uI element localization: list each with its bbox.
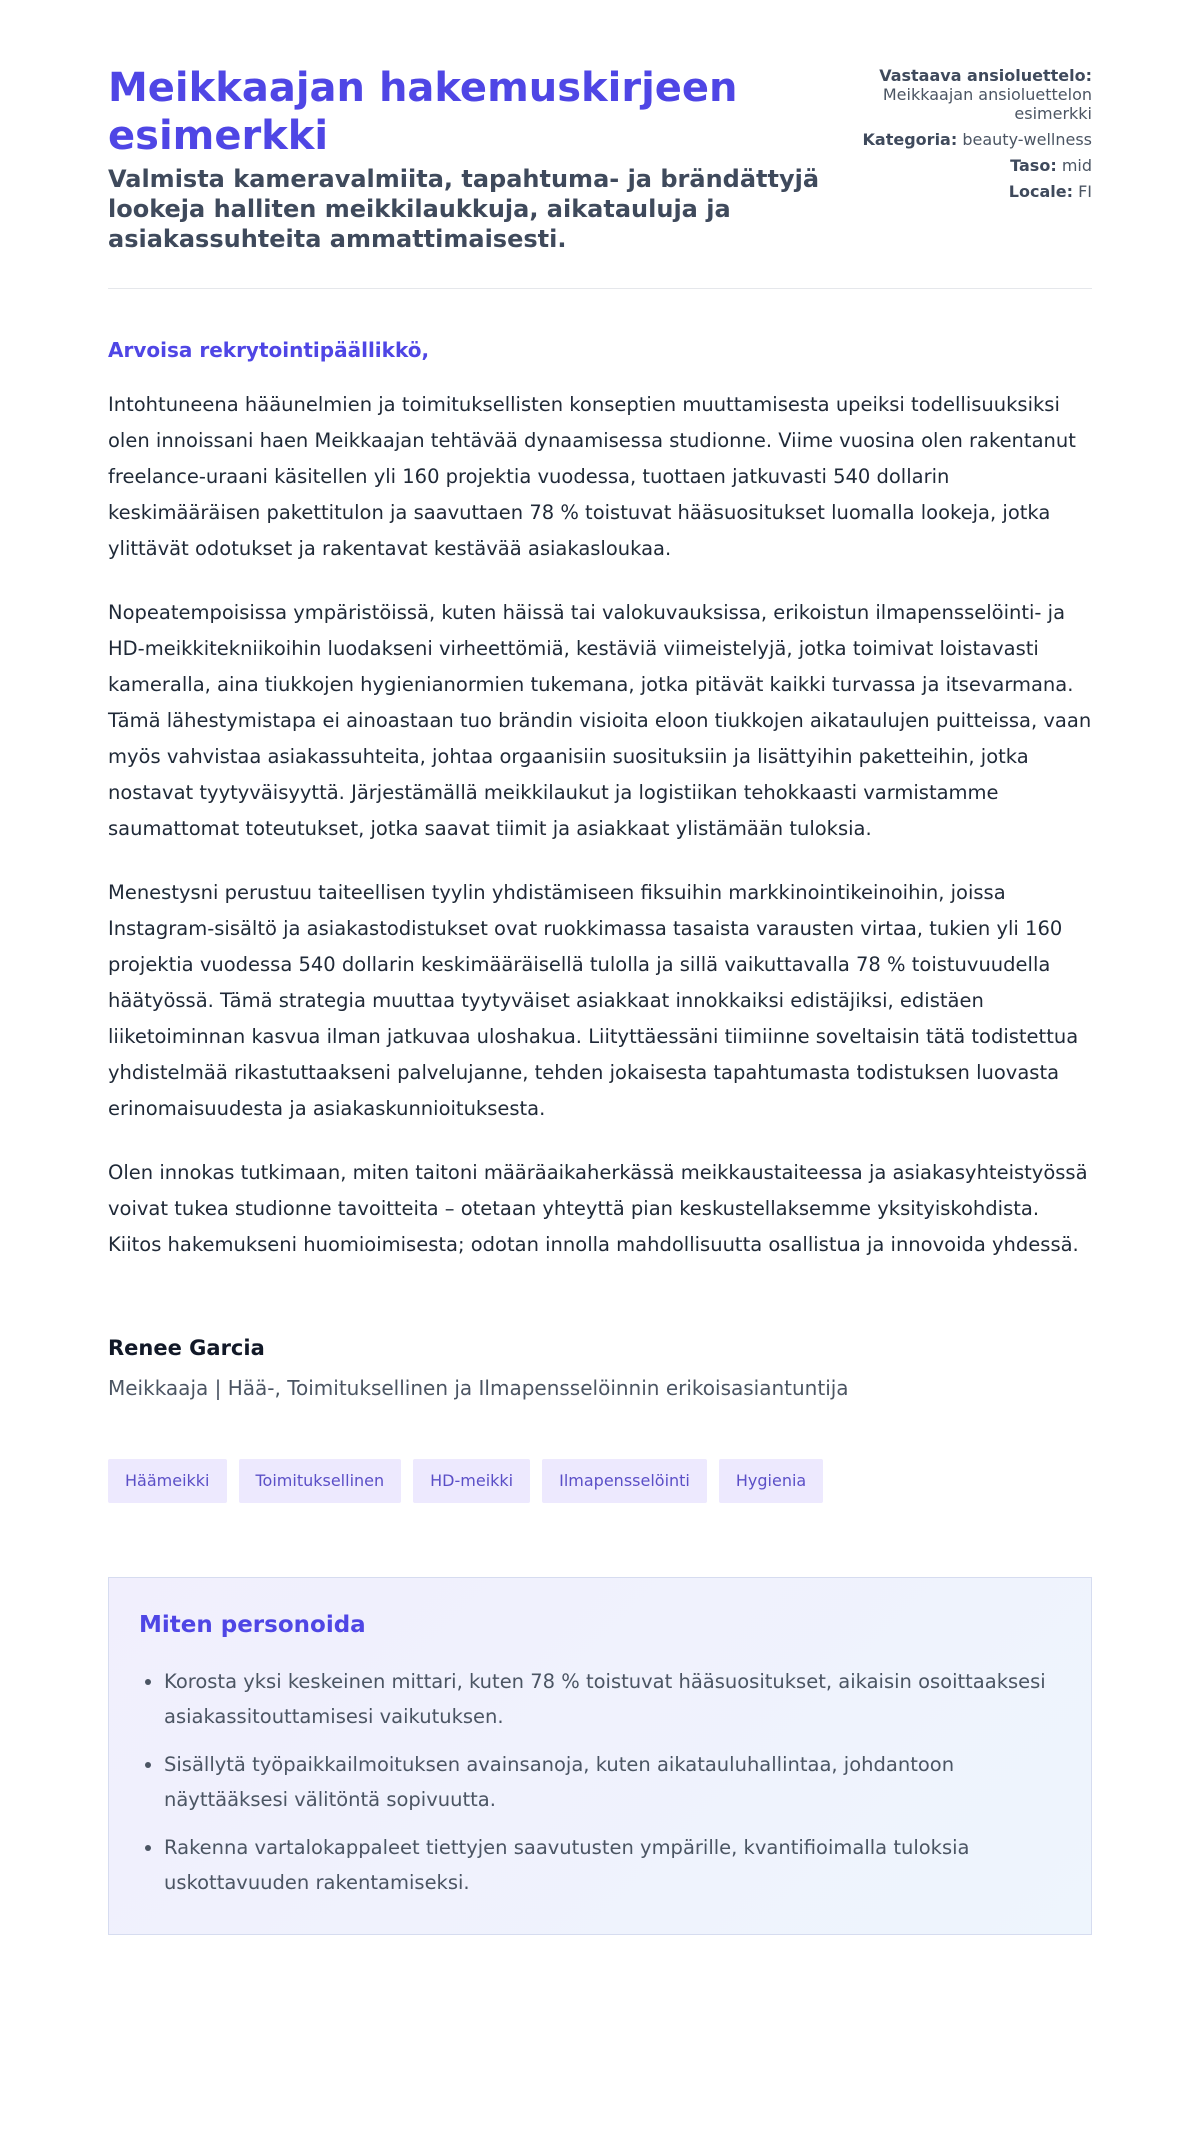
letter-paragraph: Menestysni perustuu taiteellisen tyylin yhdistämiseen fiksuihin markkinointikeinoihin, joissa Instagram-sisältö ja asiakastodistukset ovat ruokkimassa tasaista varausten virtaa, tukien yli 160 projektia vuodessa 540 dollarin keskimääräisellä tulolla ja sillä vaikuttavalla 78 % toistuvuudella häätyössä. Tämä strategia muuttaa tyytyväiset asiakkaat innokkaiksi edistäjiksi, edistäen liiketoiminnan kasvua ilman jatkuvaa uloshakua. Liityttäessäni tiimiinne soveltaisin tätä todistettua yhdistelmää rikastuttaakseni palvelujanne, tehden jokaisesta tapahtumasta todistuksen luovasta erinomaisuudesta ja asiakaskunnioituksesta. (108, 881, 1079, 1120)
meta-category-label: Kategoria: (862, 130, 958, 149)
signature-role: Meikkaaja | Hää-, Toimituksellinen ja Ilmapensselöinnin erikoisasiantuntija (108, 1376, 849, 1400)
skill-tags (108, 1459, 1092, 1503)
title-block (108, 64, 828, 254)
signature-block (108, 1335, 1092, 1401)
letter-paragraph: Nopeatempoisissa ympäristöissä, kuten häissä tai valokuvauksissa, erikoistun ilmapensselöinti- ja HD-meikkitekniikoihin luodakseni virheettömiä, kestäviä viimeistelyjä, jotka toimivat loistavasti kameralla, aina tiukkojen hygienianormien tukemana, jotka pitävät kaikki turvassa ja itsevarmana. Tämä lähestymistapa ei ainoastaan tuo brändin visioita eloon tiukkojen aikataulujen puitteissa, vaan myös vahvistaa asiakassuhteita, johtaa orgaanisiin suosituksiin ja lisättyihin paketteihin, jotka nostavat tyytyväisyyttä. Järjestämällä meikkilaukut ja logistiikan tehokkaasti varmistamme saumattomat toteutukset, jotka saavat tiimit ja asiakkaat ylistämään tuloksia. (108, 601, 1092, 840)
tip-item: • Rakenna vartalokappaleet tiettyjen saavutusten ympärille, kvantifioimalla tuloksia uskottavuuden rakentamiseksi. (164, 1830, 1061, 1900)
skill-tag: Häämeikki (108, 1459, 227, 1503)
meta-resume-value: Meikkaajan ansioluettelon esimerkki (882, 85, 1092, 123)
page-title: Meikkaajan hakemuskirjeen esimerkki (108, 65, 738, 159)
personalization-tips (108, 1577, 1092, 1935)
metadata-panel (862, 66, 1092, 208)
skill-tag: Ilmapensselöinti (542, 1459, 707, 1503)
skill-tag: Hygienia (719, 1459, 823, 1503)
document-header (108, 64, 1092, 254)
meta-level (862, 156, 1092, 175)
page-subtitle: Valmista kameravalmiita, tapahtuma- ja brändättyjä lookeja halliten meikkilaukkuja, aikatauluja ja asiakassuhteita ammattimaisesti. (108, 165, 820, 253)
letter-paragraph: Intohtuneena hääunelmien ja toimituksellisten konseptien muuttamisesta upeiksi todellisuuksiksi olen innoissani haen Meikkaajan tehtävää dynaamisessa studionne. Viime vuosina olen rakentanut freelance-uraani käsitellen yli 160 projektia vuodessa, tuottaen jatkuvasti 540 dollarin keskimääräisen pakettitulon ja saavuttaen 78 % toistuvat hääsuositukset luomalla lookeja, jotka ylittävät odotukset ja rakentavat kestävää asiakasloukaa. (108, 393, 1076, 560)
header-divider (108, 288, 1092, 289)
skill-tag: HD-meikki (413, 1459, 530, 1503)
meta-resume-label: Vastaava ansioluettelo: (879, 66, 1092, 85)
meta-locale (862, 182, 1092, 201)
signature-name: Renee Garcia (108, 1336, 265, 1360)
tip-item: • Sisällytä työpaikkailmoituksen avainsanoja, kuten aikatauluhallintaa, johdantoon näyttääksesi välitöntä sopivuutta. (164, 1747, 1061, 1817)
meta-level-value: mid (1061, 156, 1092, 175)
meta-locale-label: Locale: (1008, 182, 1073, 201)
meta-category-value: beauty-wellness (962, 130, 1092, 149)
tip-item: • Korosta yksi keskeinen mittari, kuten 78 % toistuvat hääsuositukset, aikaisin osoittaaksesi asiakassitouttamisesi vaikutuksen. (164, 1664, 1061, 1734)
tips-title: Miten personoida (139, 1612, 366, 1638)
tips-list (139, 1664, 1061, 1900)
meta-locale-value: FI (1078, 182, 1092, 201)
letter-body (108, 337, 1092, 1263)
meta-level-label: Taso: (1010, 156, 1057, 175)
skill-tag: Toimituksellinen (239, 1459, 402, 1503)
letter-paragraph: Olen innokas tutkimaan, miten taitoni määräaikaherkässä meikkaustaiteessa ja asiakasyhteistyössä voivat tukea studionne tavoitteita – otetaan yhteyttä pian keskustellaksemme yksityiskohdista. Kiitos hakemukseni huomioimisesta; odotan innolla mahdollisuutta osallistua ja innovoida yhdessä. (108, 1161, 1088, 1256)
letter-greeting: Arvoisa rekrytointipäällikkö, (108, 338, 430, 362)
meta-resume (862, 66, 1092, 123)
meta-category (862, 130, 1092, 149)
